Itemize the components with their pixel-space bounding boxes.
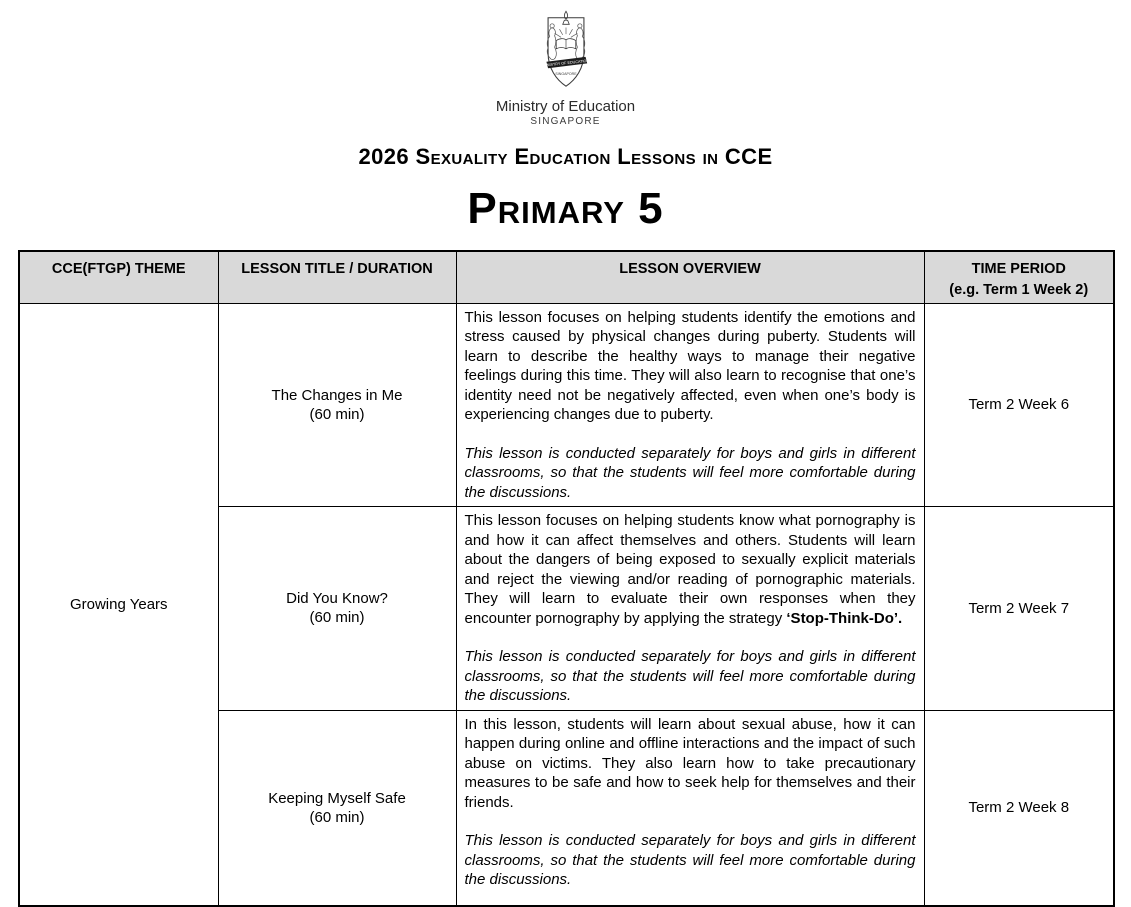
- time-period-cell: Term 2 Week 8: [924, 710, 1114, 906]
- time-period-cell: Term 2 Week 6: [924, 303, 1114, 507]
- time-period-header-line2: (e.g. Term 1 Week 2): [949, 282, 1089, 298]
- overview-note: This lesson is conducted separately for boys and girls in different classrooms, so that the students will feel more comfortable during the discussions.: [464, 444, 916, 501]
- document-title: 2026 Sexuality Education Lessons in CCE: [358, 144, 773, 169]
- lesson-overview-cell: [456, 710, 924, 906]
- lesson-title-cell: [218, 303, 456, 507]
- lesson-title-cell: [218, 507, 456, 711]
- overview-paragraph: [465, 715, 916, 813]
- moe-crest-icon: [525, 8, 607, 96]
- lesson-overview-cell: [456, 507, 924, 711]
- lesson-title: Keeping Myself Safe: [268, 789, 406, 807]
- lesson-duration: (60 min): [309, 808, 365, 826]
- overview-note: This lesson is conducted separately for boys and girls in different classrooms, so that the students will feel more comfortable during the discussions.: [464, 832, 916, 888]
- lesson-title-cell: [218, 710, 456, 906]
- overview-bold-text: ‘Stop-Think-Do’.: [786, 609, 903, 627]
- overview-text: In this lesson, students will learn about sexual abuse, how it can happen during online and offline interactions and the impact of such abuse on victims. They also learn how to take precautionary measures to be safe and how to seek help for themselves and their friends.: [464, 715, 916, 811]
- org-name: Ministry of Education: [495, 98, 636, 115]
- overview-text: This lesson focuses on helping students identify the emotions and stress caused by physical changes during puberty. Students will learn to describe the healthy ways to manage their negative feelings during this time. They will also learn to recognise that one’s identity need not be negatively affected, even when one’s body is experiencing changes due to puberty.: [464, 308, 916, 423]
- table-header-row: [19, 251, 1114, 303]
- time-period-cell: Term 2 Week 7: [924, 507, 1114, 711]
- lesson-duration: (60 min): [309, 609, 365, 627]
- overview-paragraph: [465, 308, 916, 425]
- lessons-table: [18, 250, 1115, 907]
- col-header-time-period: [924, 251, 1114, 303]
- masthead: [0, 0, 1131, 234]
- theme-cell: Growing Years: [19, 303, 218, 906]
- level-title: Primary 5: [467, 184, 664, 233]
- overview-text: This lesson focuses on helping students know what pornography is and how it can affect themselves and others. Students will learn about the dangers of being exposed to sexually explicit materials and reject the viewing and/or reading of pornographic materials. They will learn to evaluate their own responses when they encounter pornography by applying the strategy: [464, 512, 916, 627]
- crest-banner-text: MINISTRY OF EDUCATION: [541, 58, 589, 68]
- lesson-duration: (60 min): [309, 405, 365, 423]
- lesson-title: Did You Know?: [286, 590, 388, 608]
- lesson-overview-cell: [456, 303, 924, 507]
- col-header-lesson-title: LESSON TITLE / DURATION: [218, 251, 456, 303]
- lesson-title: The Changes in Me: [271, 386, 403, 404]
- org-country: SINGAPORE: [530, 116, 601, 127]
- overview-paragraph: [465, 511, 916, 628]
- col-header-overview: LESSON OVERVIEW: [456, 251, 924, 303]
- time-period-header-line1: TIME PERIOD: [971, 261, 1066, 277]
- overview-note: This lesson is conducted separately for boys and girls in different classrooms, so that the students will feel more comfortable during the discussions.: [464, 648, 916, 704]
- col-header-theme: CCE(FTGP) THEME: [19, 251, 218, 303]
- table-row: [19, 303, 1114, 507]
- crest-singapore-text: SINGAPORE: [554, 71, 577, 76]
